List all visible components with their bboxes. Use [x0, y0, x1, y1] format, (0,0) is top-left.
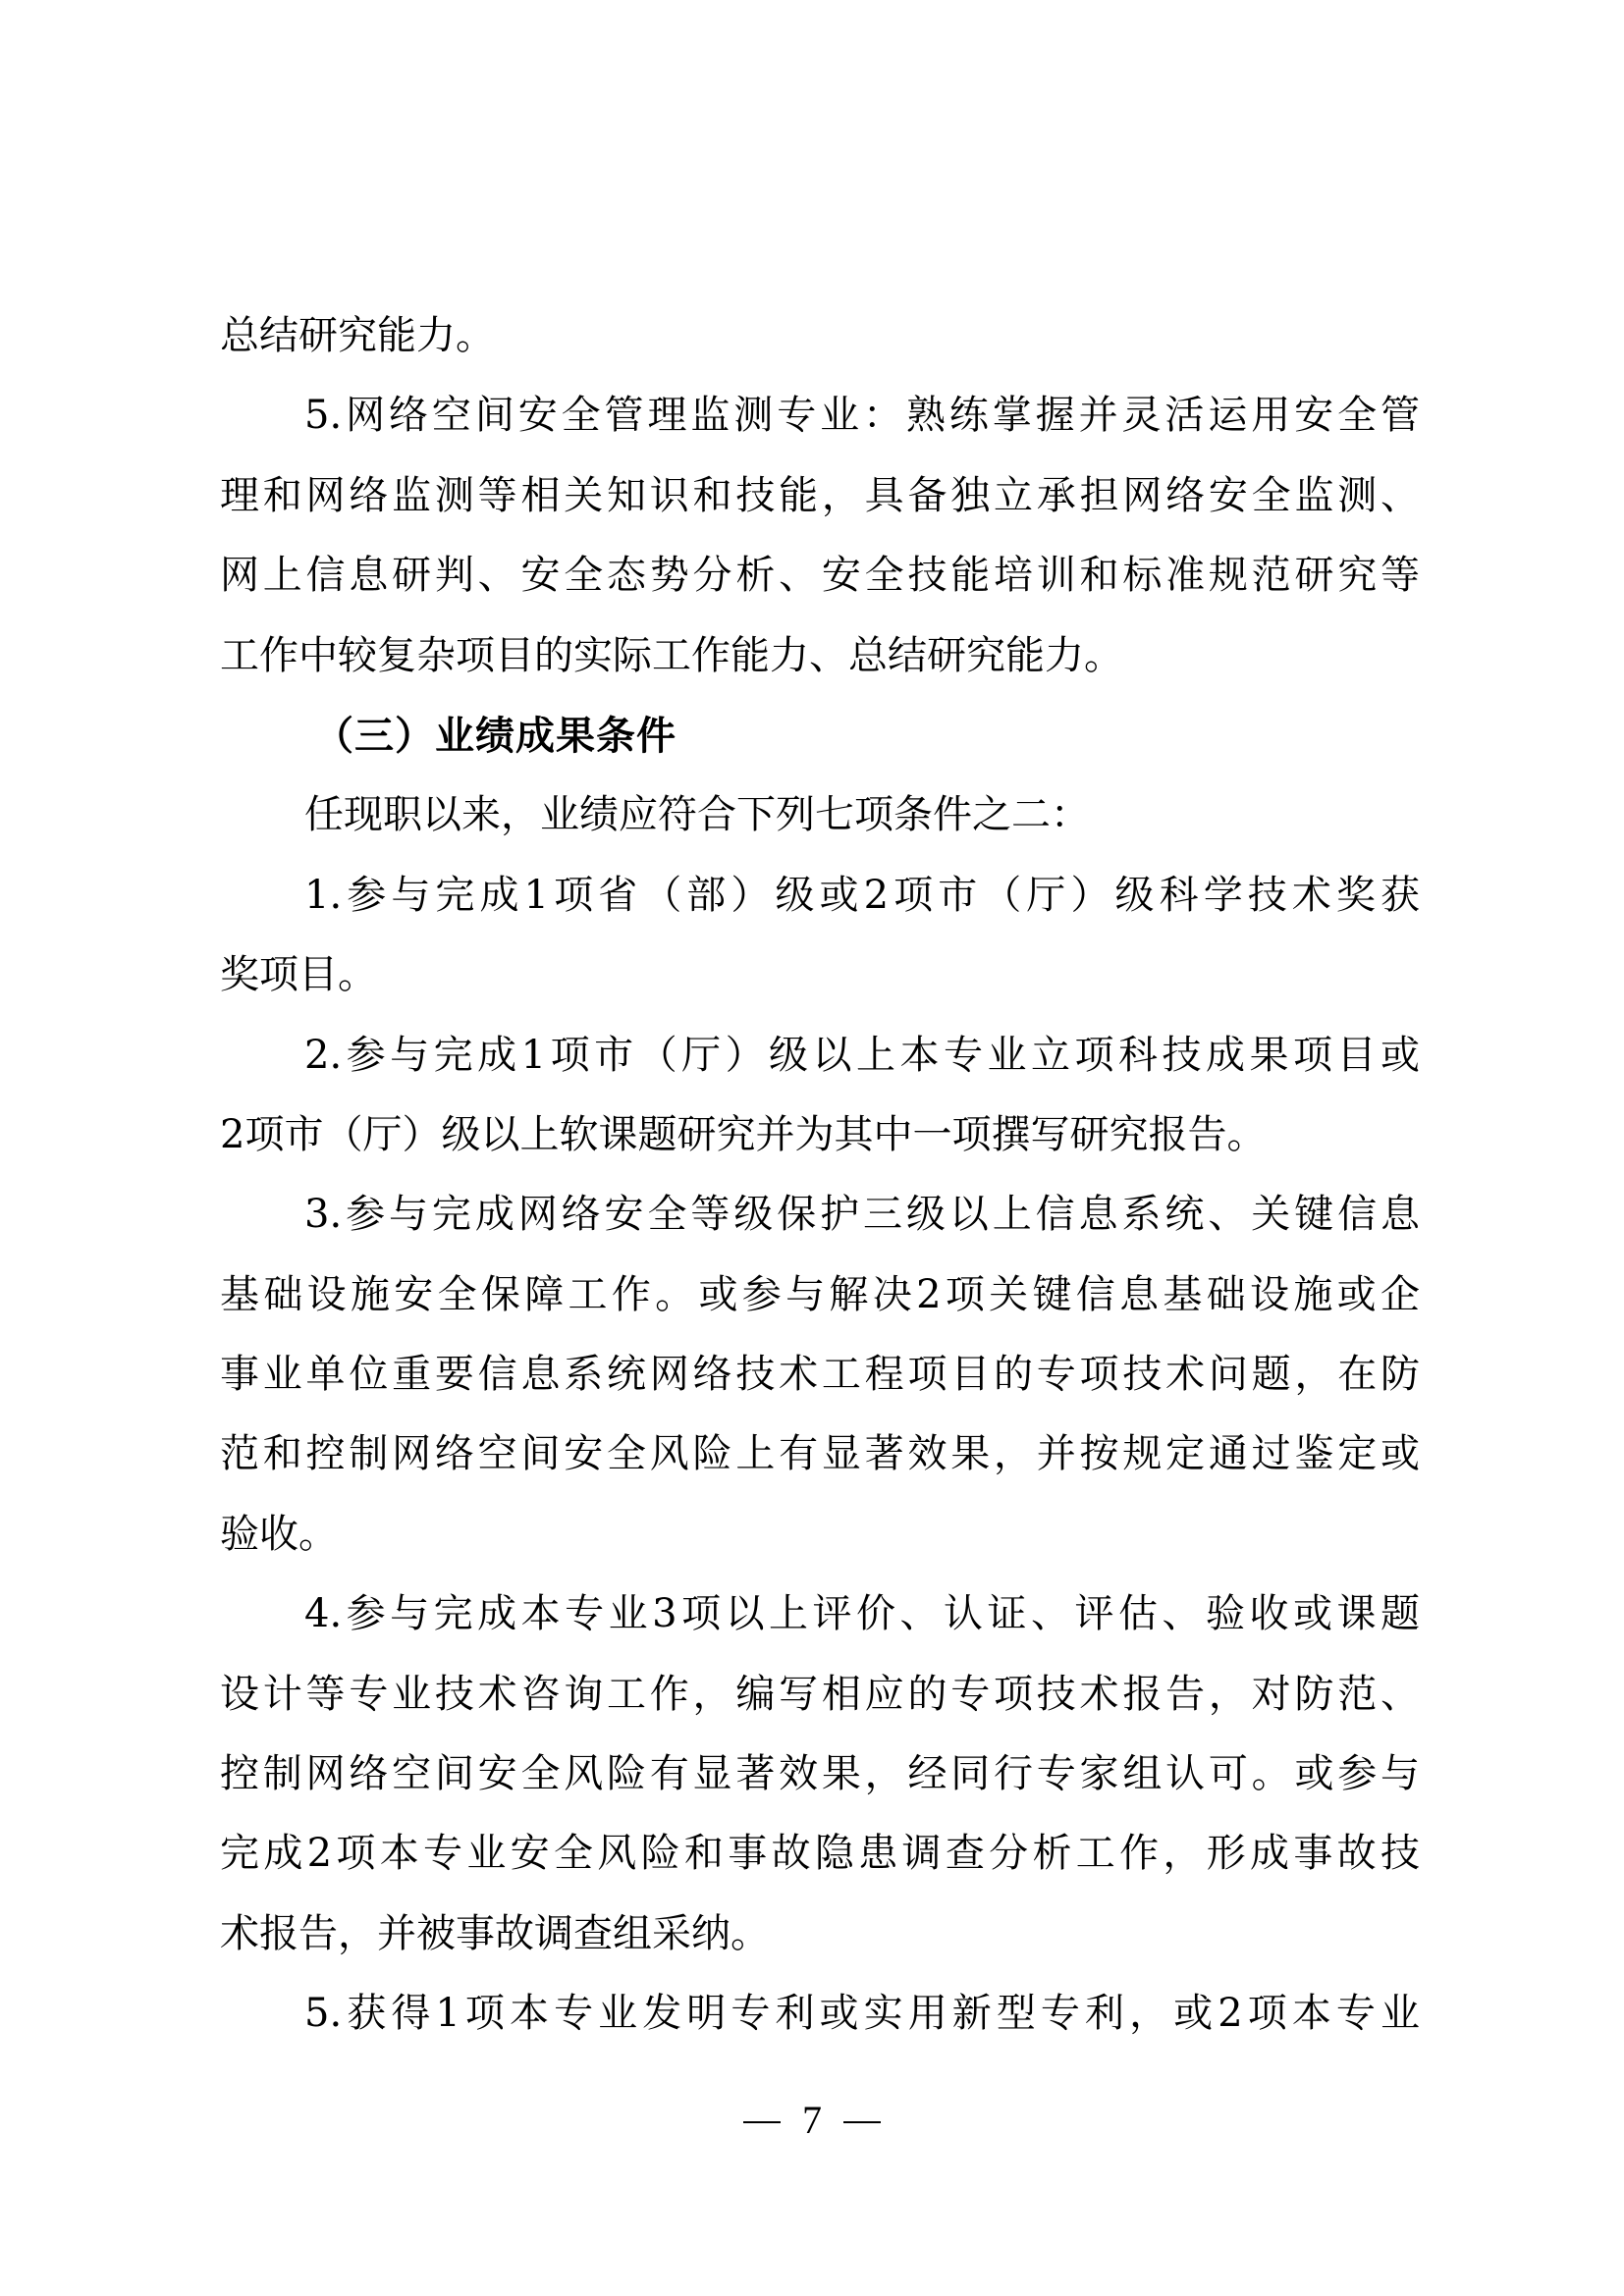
section-heading-achievement-conditions: （三）业绩成果条件 — [314, 712, 677, 759]
condition-4-line-2: 设计等专业技术咨询工作，编写相应的专项技术报告，对防范、 — [220, 1671, 1420, 1717]
condition-3-line-1: 3.参与完成网络安全等级保护三级以上信息系统、关键信息 — [304, 1192, 1420, 1238]
condition-4-line-5: 术报告，并被事故调查组采纳。 — [220, 1910, 770, 1956]
condition-1-line-2: 奖项目。 — [220, 952, 377, 998]
item-5-network-security-monitoring-line-4: 工作中较复杂项目的实际工作能力、总结研究能力。 — [220, 632, 1123, 678]
condition-2-line-1: 2.参与完成1项市（厅）级以上本专业立项科技成果项目或 — [304, 1032, 1420, 1078]
condition-2-line-2: 2项市（厅）级以上软课题研究并为其中一项撰写研究报告。 — [220, 1111, 1267, 1157]
condition-3-line-3: 事业单位重要信息系统网络技术工程项目的专项技术问题，在防 — [220, 1352, 1420, 1398]
condition-4-line-1: 4.参与完成本专业3项以上评价、认证、评估、验收或课题 — [304, 1591, 1420, 1637]
condition-3-line-5: 验收。 — [220, 1511, 338, 1557]
paragraph-line-continuation: 总结研究能力。 — [220, 313, 495, 358]
page-footer — [0, 2097, 1624, 2143]
condition-1-line-1: 1.参与完成1项省（部）级或2项市（厅）级科学技术奖获 — [304, 872, 1420, 918]
item-5-network-security-monitoring-line-2: 理和网络监测等相关知识和技能，具备独立承担网络安全监测、 — [220, 472, 1420, 518]
document-body — [220, 296, 1420, 2055]
page-number-right-dash — [843, 2121, 881, 2123]
page-number-left-dash — [743, 2121, 781, 2123]
item-5-network-security-monitoring-line-3: 网上信息研判、安全态势分析、安全技能培训和标准规范研究等 — [220, 553, 1420, 599]
condition-4-line-4: 完成2项本专业安全风险和事故隐患调查分析工作，形成事故技 — [220, 1831, 1420, 1877]
page-number: 7 — [802, 2098, 822, 2142]
condition-3-line-2: 基础设施安全保障工作。或参与解决2项关键信息基础设施或企 — [220, 1271, 1420, 1317]
condition-3-line-4: 范和控制网络空间安全风险上有显著效果，并按规定通过鉴定或 — [220, 1431, 1420, 1477]
condition-4-line-3: 控制网络空间安全风险有显著效果，经同行专家组认可。或参与 — [220, 1751, 1420, 1797]
achievement-intro-paragraph: 任现职以来，业绩应符合下列七项条件之二： — [304, 792, 1090, 838]
condition-5-line-1: 5.获得1项本专业发明专利或实用新型专利，或2项本专业 — [304, 1991, 1420, 2037]
item-5-network-security-monitoring-line-1: 5.网络空间安全管理监测专业：熟练掌握并灵活运用安全管 — [304, 393, 1420, 439]
